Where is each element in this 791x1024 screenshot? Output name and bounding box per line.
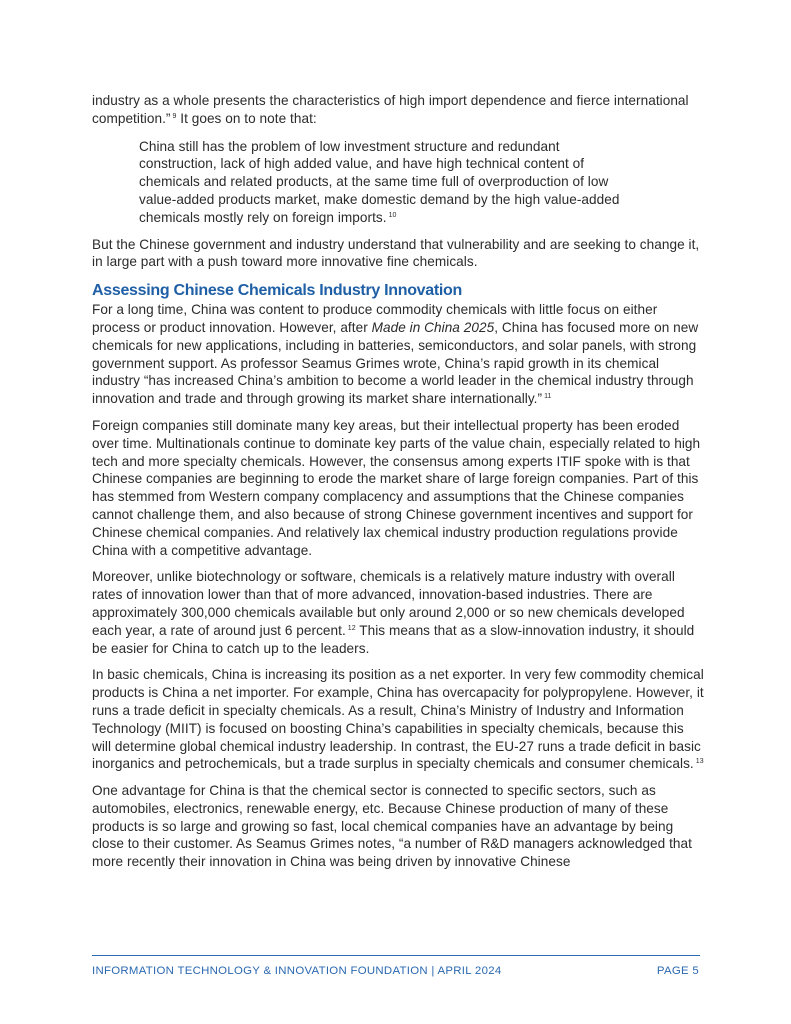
block-quote: China still has the problem of low investment structure and redundant construction, lack of high added value, and have high technical content of chemicals and related products, at the same time full of overproduction of low value-added products market, make domestic demand by the high value-added chemicals mostly rely on foreign imports. $^{10}$	[139, 138, 620, 225]
paragraph: One advantage for China is that the chemical sector is connected to specific sectors, such as automobiles, electronics, renewable energy, etc. Because Chinese production of many of these products is so large and growing so fast, local chemical companies have an advantage by being close to their customer. As Seamus Grimes notes, “a number of R&D managers acknowledged that more recently their innovation in China was being driven by innovative Chinese	[92, 783, 692, 870]
section-heading: Assessing Chinese Chemicals Industry Innovation	[92, 282, 463, 300]
paragraph-intro: industry as a whole presents the characteristics of high import dependence and fierce international competition.” $^9$ It goes on to note that:	[92, 93, 689, 126]
paragraph: Foreign companies still dominate many key areas, but their intellectual property has been eroded over time. Multinationals continue to dominate key parts of the value chain, especially related to high tech and more specialty chemicals. However, the consensus among experts ITIF spoke with is that Chinese companies are beginning to erode the market share of large foreign companies. Part of this has stemmed from Western company complacency and assumptions that the Chinese companies cannot challenge them, and also because of strong Chinese government incentives and support for Chinese chemical companies. And relatively lax chemical industry production regulations provide China with a competitive advantage.	[92, 417, 701, 558]
footnote-ref[interactable]: 12	[347, 624, 356, 632]
paragraph: But the Chinese government and industry understand that vulnerability and are seeking to change it, in large part with a push toward more innovative fine chemicals.	[92, 236, 700, 270]
footer-publisher: INFORMATION TECHNOLOGY & INNOVATION FOUNDATION | APRIL 2024	[92, 965, 502, 977]
page-number: PAGE 5	[656, 965, 699, 977]
footnote-ref[interactable]: 13	[695, 758, 704, 766]
footnote-ref[interactable]: 9	[172, 112, 177, 120]
footnote-ref[interactable]: 10	[388, 211, 397, 219]
paragraph: For a long time, China was content to produce commodity chemicals with little focus on either process or product innovation. However, after Made in China 2025, China has focused more on new chemicals for new applications, including in batteries, semiconductors, and solar panels, with strong government support. As professor Seamus Grimes wrote, China’s rapid growth in its chemical industry “has increased China’s ambition to become a world leader in the chemical industry through innovation and trade and through growing its market share internationally.” $^{11}$	[92, 302, 699, 407]
document-body	[92, 92, 706, 880]
paragraph: In basic chemicals, China is increasing its position as a net exporter. In very few commodity chemical products is China a net importer. For example, China has overcapacity for polypropylene. However, it runs a trade deficit in specialty chemicals. As a result, China’s Ministry of Industry and Information Technology (MIIT) is focused on boosting China’s capabilities in specialty chemicals, because this will determine global chemical industry leadership. In contrast, the EU-27 runs a trade deficit in basic inorganics and petrochemicals, but a trade surplus in specialty chemicals and consumer chemicals. $^{13}$	[92, 667, 704, 772]
italic-title: Made in China 2025	[371, 319, 495, 335]
paragraph: Moreover, unlike biotechnology or software, chemicals is a relatively mature industry with overall rates of innovation lower than that of more advanced, innovation-based industries. There are approximately 300,000 chemicals available but only around 2,000 or so new chemicals developed each year, a rate of around just 6 percent. $^{12}$ This means that as a slow-innovation industry, it should be easier for China to catch up to the leaders.	[92, 569, 695, 656]
footer-divider	[92, 955, 700, 956]
footnote-ref[interactable]: 11	[544, 393, 552, 401]
